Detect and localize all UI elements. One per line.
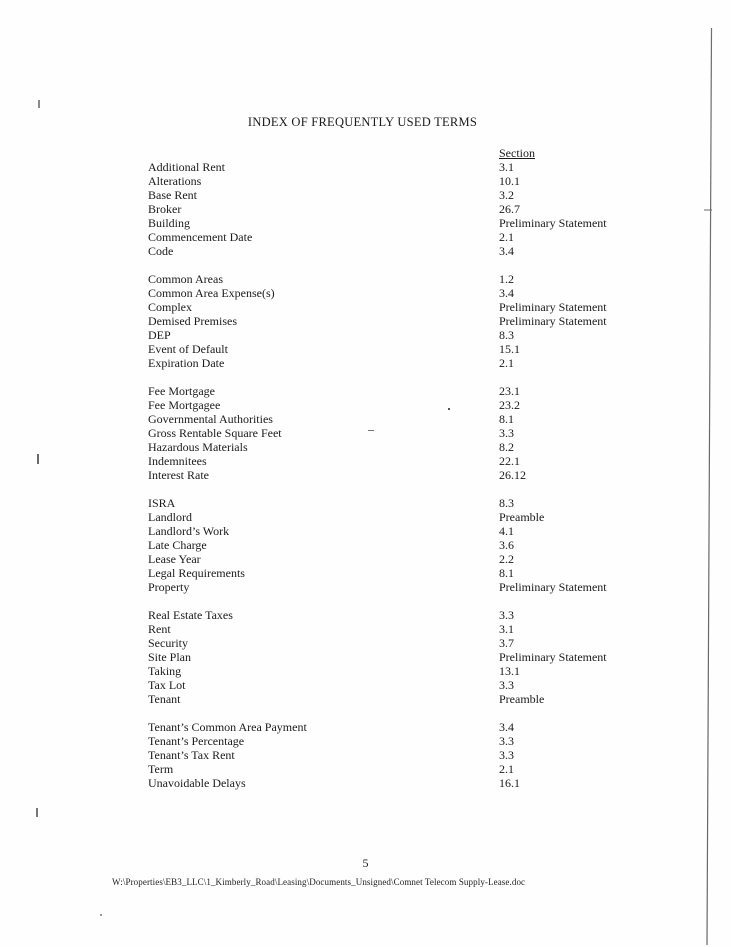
term-label: Alterations [148, 174, 202, 188]
term-label: Term [148, 762, 174, 776]
term-group [148, 384, 618, 482]
page-title: INDEX OF FREQUENTLY USED TERMS [247, 115, 478, 129]
index-row [148, 734, 618, 748]
index-row [148, 580, 618, 594]
index-row [148, 384, 618, 398]
section-ref: 3.2 [499, 188, 514, 202]
term-label: Interest Rate [148, 468, 209, 482]
section-ref: 3.3 [499, 748, 514, 762]
term-label: Governmental Authorities [148, 412, 273, 426]
term-group [148, 272, 618, 370]
term-column-header [148, 146, 499, 160]
index-row [148, 412, 618, 426]
index-row [148, 678, 618, 692]
term-label: Gross Rentable Square Feet [148, 426, 282, 440]
index-row [148, 202, 618, 216]
term-label: Complex [148, 300, 192, 314]
term-label: Lease Year [148, 552, 201, 566]
section-ref: 2.1 [499, 356, 514, 370]
index-row [148, 776, 618, 790]
section-ref: 2.1 [499, 762, 514, 776]
section-ref: 2.2 [499, 552, 514, 566]
index-row [148, 216, 618, 230]
term-label: Tenant’s Percentage [148, 734, 245, 748]
term-label: Hazardous Materials [148, 440, 248, 454]
term-label: Expiration Date [148, 356, 225, 370]
index-row [148, 300, 618, 314]
term-label: Additional Rent [148, 160, 225, 174]
index-row [148, 720, 618, 734]
term-label: Landlord [148, 510, 192, 524]
index-row [148, 342, 618, 356]
scan-speck [37, 454, 39, 464]
term-label: Fee Mortgagee [148, 398, 221, 412]
section-ref: 2.1 [499, 230, 514, 244]
section-ref: 15.1 [499, 342, 520, 356]
term-label: Tax Lot [148, 678, 186, 692]
term-label: Taking [148, 664, 182, 678]
index-row [148, 314, 618, 328]
index-row [148, 622, 618, 636]
term-label: Base Rent [148, 188, 197, 202]
section-ref: Preliminary Statement [499, 216, 607, 230]
term-label: Common Areas [148, 272, 223, 286]
section-ref: 8.1 [499, 412, 514, 426]
index-row [148, 468, 618, 482]
term-label: Legal Requirements [148, 566, 245, 580]
index-row [148, 496, 618, 510]
term-label: Site Plan [148, 650, 192, 664]
term-label: Building [148, 216, 191, 230]
section-ref: 3.6 [499, 538, 514, 552]
section-ref: 1.2 [499, 272, 514, 286]
section-ref: Preliminary Statement [499, 580, 607, 594]
index-row [148, 524, 618, 538]
scan-speck [368, 430, 374, 431]
section-ref: 8.3 [499, 496, 514, 510]
section-ref: 3.7 [499, 636, 514, 650]
scan-speck [100, 914, 102, 916]
term-label: Late Charge [148, 538, 207, 552]
section-ref: 26.7 [499, 202, 520, 216]
index-row [148, 608, 618, 622]
term-label: Security [148, 636, 188, 650]
section-ref: 3.1 [499, 622, 514, 636]
section-ref: 23.2 [499, 398, 520, 412]
section-ref: 3.4 [499, 720, 514, 734]
section-ref: 3.3 [499, 426, 514, 440]
section-ref: Preamble [499, 510, 545, 524]
section-ref: 3.4 [499, 244, 514, 258]
section-ref: 8.1 [499, 566, 514, 580]
table-header-row [148, 146, 618, 160]
section-ref: 16.1 [499, 776, 520, 790]
index-row [148, 174, 618, 188]
term-label: Real Estate Taxes [148, 608, 233, 622]
term-label: Common Area Expense(s) [148, 286, 275, 300]
index-row [148, 538, 618, 552]
document-file-path: W:\Properties\EB3_LLC\1_Kimberly_Road\Leasing\Documents_Unsigned\Comnet Telecom Supply-Lease.doc [112, 877, 526, 887]
term-group [148, 160, 618, 258]
index-row [148, 664, 618, 678]
term-label: Broker [148, 202, 182, 216]
section-ref: 23.1 [499, 384, 520, 398]
index-row [148, 230, 618, 244]
index-row [148, 552, 618, 566]
section-ref: 26.12 [499, 468, 526, 482]
index-row [148, 160, 618, 174]
index-row [148, 356, 618, 370]
index-row [148, 650, 618, 664]
term-label: Tenant’s Tax Rent [148, 748, 235, 762]
index-row [148, 272, 618, 286]
section-ref: Preamble [499, 692, 545, 706]
scan-speck [38, 100, 40, 108]
term-label: Commencement Date [148, 230, 253, 244]
scan-speck [448, 408, 450, 410]
term-label: Tenant [148, 692, 181, 706]
section-ref: 13.1 [499, 664, 520, 678]
section-column-header: Section [499, 146, 535, 160]
term-label: Tenant’s Common Area Payment [148, 720, 307, 734]
term-label: Property [148, 580, 190, 594]
section-ref: 3.3 [499, 608, 514, 622]
section-ref: 3.3 [499, 678, 514, 692]
term-label: Code [148, 244, 174, 258]
section-ref: Preliminary Statement [499, 300, 607, 314]
index-row [148, 440, 618, 454]
term-group [148, 496, 618, 594]
index-row [148, 762, 618, 776]
term-label: Unavoidable Delays [148, 776, 246, 790]
index-row [148, 454, 618, 468]
section-ref: 3.3 [499, 734, 514, 748]
index-row [148, 188, 618, 202]
term-label: DEP [148, 328, 171, 342]
index-row [148, 328, 618, 342]
section-ref: 3.4 [499, 286, 514, 300]
term-label: Event of Default [148, 342, 228, 356]
term-label: Landlord’s Work [148, 524, 230, 538]
index-row [148, 748, 618, 762]
section-ref: 8.2 [499, 440, 514, 454]
index-row [148, 510, 618, 524]
term-group [148, 608, 618, 706]
section-ref: 22.1 [499, 454, 520, 468]
term-label: Rent [148, 622, 171, 636]
term-label: ISRA [148, 496, 176, 510]
section-ref: 4.1 [499, 524, 514, 538]
section-ref: Preliminary Statement [499, 314, 607, 328]
scan-speck [36, 808, 38, 817]
index-table [148, 146, 618, 790]
term-group [148, 720, 618, 790]
index-row [148, 286, 618, 300]
term-groups [148, 160, 618, 790]
section-ref: Preliminary Statement [499, 650, 607, 664]
index-row [148, 692, 618, 706]
term-label: Demised Premises [148, 314, 237, 328]
index-row [148, 636, 618, 650]
page-number: 5 [362, 856, 369, 870]
section-ref: 3.1 [499, 160, 514, 174]
index-row [148, 566, 618, 580]
term-label: Fee Mortgage [148, 384, 215, 398]
term-label: Indemnitees [148, 454, 207, 468]
index-row [148, 244, 618, 258]
section-ref: 8.3 [499, 328, 514, 342]
index-row [148, 398, 618, 412]
section-ref: 10.1 [499, 174, 520, 188]
index-row [148, 426, 618, 440]
